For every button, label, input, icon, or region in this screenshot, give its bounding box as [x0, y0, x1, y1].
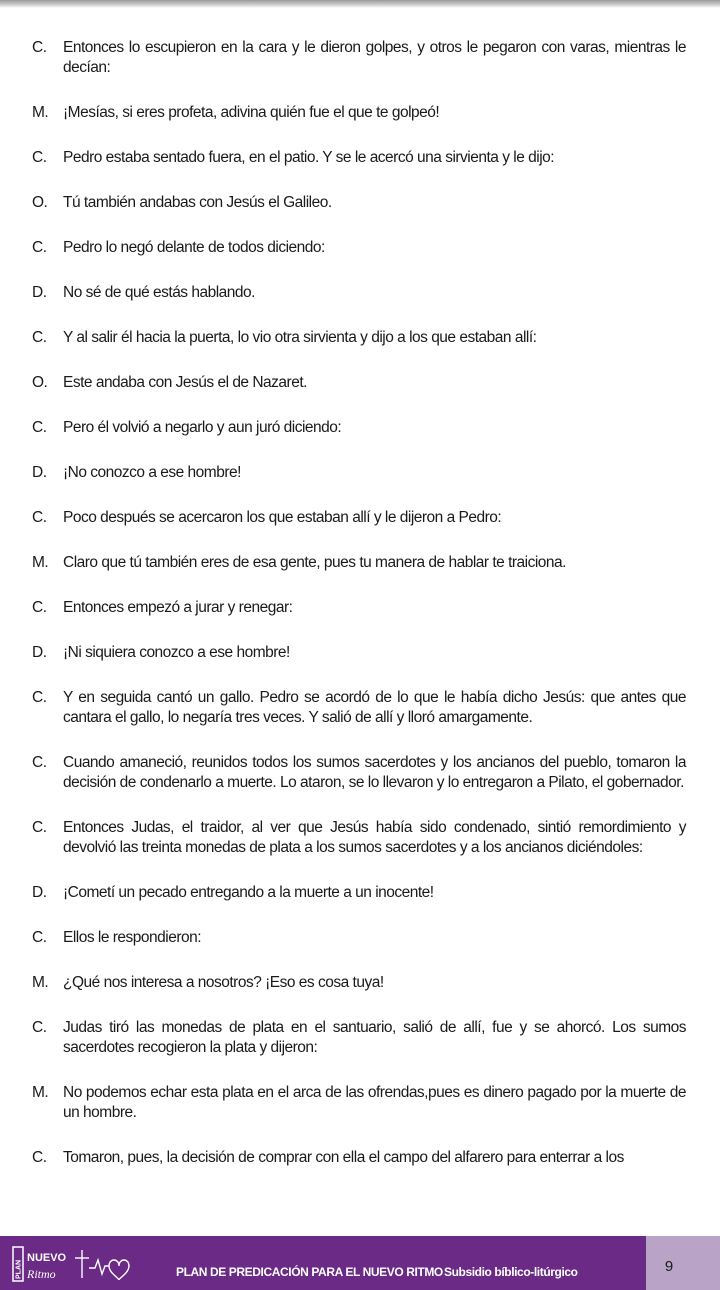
line-text: Pedro estaba sentado fuera, en el patio. Y se le acercó una sirvienta y le dijo:	[63, 149, 555, 166]
dialogue-line	[0, 973, 720, 993]
dialogue-line	[0, 193, 720, 213]
page-footer	[0, 1236, 720, 1290]
speaker-label: C.	[32, 39, 47, 56]
line-text: ¡Cometí un pecado entregando a la muerte a un inocente!	[63, 884, 434, 901]
dialogue-line	[0, 148, 720, 168]
line-text: Y en seguida cantó un gallo. Pedro se acordó de lo que le había dicho Jesús: que antes que cantara el gallo, lo negaría tres veces. Y salió de allí y lloró amargamente.	[63, 689, 686, 726]
logo-text-top: NUEVO	[27, 1252, 67, 1264]
page-number: 9	[664, 1258, 674, 1275]
speaker-label: C.	[32, 1149, 47, 1166]
dialogue-line	[0, 1083, 720, 1123]
speaker-label: C.	[32, 329, 47, 346]
dialogue-line	[0, 753, 720, 793]
dialogue-line	[0, 928, 720, 948]
dialogue-line	[0, 508, 720, 528]
speaker-label: C.	[32, 149, 47, 166]
speaker-label: C.	[32, 819, 47, 836]
line-text: Este andaba con Jesús el de Nazaret.	[63, 374, 307, 391]
speaker-label: O.	[32, 374, 48, 391]
speaker-label: D.	[32, 284, 47, 301]
line-text: Pero él volvió a negarlo y aun juró diciendo:	[63, 419, 342, 436]
speaker-label: D.	[32, 464, 47, 481]
line-text: Claro que tú también eres de esa gente, pues tu manera de hablar te traiciona.	[63, 554, 566, 571]
speaker-label: C.	[32, 239, 47, 256]
line-text: Entonces lo escupieron en la cara y le dieron golpes, y otros le pegaron con varas, mientras le decían:	[63, 39, 686, 76]
dialogue-line	[0, 373, 720, 393]
dialogue-line	[0, 418, 720, 438]
line-text: No podemos echar esta plata en el arca de las ofrendas,pues es dinero pagado por la muerte de un hombre.	[63, 1084, 686, 1121]
nuevo-ritmo-logo	[12, 1244, 132, 1284]
dialogue-line	[0, 643, 720, 663]
line-text: ¿Qué nos interesa a nosotros? ¡Eso es cosa tuya!	[63, 974, 384, 991]
speaker-label: M.	[32, 974, 49, 991]
logo-side-text: PLAN	[15, 1259, 23, 1279]
top-border	[0, 0, 720, 8]
logo-text-bottom: Ritmo	[27, 1267, 56, 1281]
speaker-label: D.	[32, 884, 47, 901]
line-text: Tomaron, pues, la decisión de comprar con ella el campo del alfarero para enterrar a los	[63, 1149, 624, 1166]
dialogue-line	[0, 688, 720, 728]
dialogue-line	[0, 103, 720, 123]
dialogue-line	[0, 1148, 720, 1168]
speaker-label: M.	[32, 104, 49, 121]
line-text: ¡No conozco a ese hombre!	[63, 464, 241, 481]
dialogue-line	[0, 463, 720, 483]
line-text: Tú también andabas con Jesús el Galileo.	[63, 194, 332, 211]
dialogue-line	[0, 1018, 720, 1058]
line-text: Cuando amaneció, reunidos todos los sumos sacerdotes y los ancianos del pueblo, tomaron la decisión de condenarlo a muerte. Lo ataron, se lo llevaron y lo entregaron a Pilato, el gobernador.	[63, 754, 686, 791]
line-text: Ellos le respondieron:	[63, 929, 202, 946]
dialogue-line	[0, 883, 720, 903]
speaker-label: C.	[32, 754, 47, 771]
line-text: Entonces empezó a jurar y renegar:	[63, 599, 293, 616]
speaker-label: D.	[32, 644, 47, 661]
line-text: Entonces Judas, el traidor, al ver que Jesús había sido condenado, sintió remordimiento y devolvió las treinta monedas de plata a los sumos sacerdotes y a los ancianos diciéndoles:	[63, 819, 686, 856]
page-number-box	[646, 1236, 720, 1290]
footer-title: PLAN DE PREDICACIÓN PARA EL NUEVO RITMO	[176, 1265, 443, 1279]
line-text: Y al salir él hacia la puerta, lo vio otra sirvienta y dijo a los que estaban allí:	[63, 329, 537, 346]
passion-reading	[0, 38, 720, 1193]
dialogue-line	[0, 283, 720, 303]
speaker-label: C.	[32, 689, 47, 706]
dialogue-line	[0, 38, 720, 78]
line-text: No sé de qué estás hablando.	[63, 284, 255, 301]
line-text: ¡Ni siquiera conozco a ese hombre!	[63, 644, 290, 661]
footer-subtitle: Subsidio bíblico-litúrgico	[444, 1265, 578, 1279]
speaker-label: M.	[32, 1084, 49, 1101]
dialogue-line	[0, 238, 720, 258]
speaker-label: C.	[32, 929, 47, 946]
line-text: Pedro lo negó delante de todos diciendo:	[63, 239, 325, 256]
speaker-label: C.	[32, 419, 47, 436]
speaker-label: C.	[32, 1019, 47, 1036]
dialogue-line	[0, 598, 720, 618]
line-text: Poco después se acercaron los que estaban allí y le dijeron a Pedro:	[63, 509, 502, 526]
speaker-label: C.	[32, 599, 47, 616]
dialogue-line	[0, 553, 720, 573]
speaker-label: C.	[32, 509, 47, 526]
line-text: ¡Mesías, si eres profeta, adivina quién fue el que te golpeó!	[63, 104, 440, 121]
dialogue-line	[0, 328, 720, 348]
speaker-label: O.	[32, 194, 48, 211]
line-text: Judas tiró las monedas de plata en el santuario, salió de allí, fue y se ahorcó. Los sumos sacerdotes recogieron la plata y dijeron:	[63, 1019, 686, 1056]
speaker-label: M.	[32, 554, 49, 571]
heart-cross-icon	[75, 1250, 129, 1280]
dialogue-line	[0, 818, 720, 858]
